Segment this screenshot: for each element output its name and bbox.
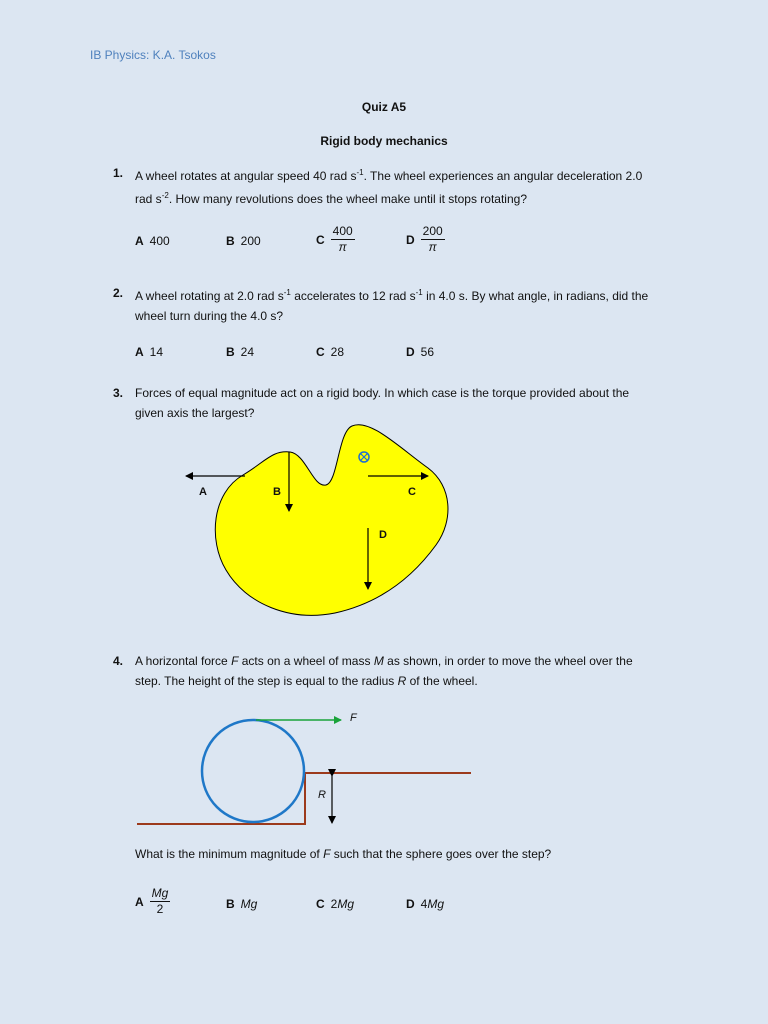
q3-line2: given axis the largest? bbox=[135, 406, 255, 420]
q4-option-a bbox=[135, 886, 170, 917]
q3-number: 3. bbox=[112, 386, 123, 400]
q1-option-d-num: 200 bbox=[422, 224, 443, 238]
q4-question-a: What is the minimum magnitude of bbox=[135, 847, 324, 861]
q4-question-b: such that the sphere goes over the step? bbox=[330, 847, 552, 861]
q2-line1-sup1: -1 bbox=[283, 288, 291, 297]
q1-option-d-letter: D bbox=[406, 232, 415, 247]
q1-number: 1. bbox=[112, 166, 123, 180]
q2-option-c-value: 28 bbox=[330, 345, 345, 359]
q4-option-c-value: Mg bbox=[337, 897, 355, 911]
q4-line1-c: as shown, in order to move the wheel over the bbox=[383, 654, 633, 668]
q2-number: 2. bbox=[112, 286, 123, 300]
q4-option-b-value: Mg bbox=[240, 897, 258, 911]
q2-line1-a: A wheel rotating at 2.0 rad s bbox=[135, 289, 284, 303]
q1-option-c-letter: C bbox=[316, 232, 325, 247]
q2-line1-sup2: -1 bbox=[415, 288, 423, 297]
q4-option-d-letter: D bbox=[406, 897, 415, 911]
q1-option-d-den: π bbox=[428, 240, 437, 254]
q2-option-a-letter: A bbox=[135, 345, 144, 359]
q4-line1-b: acts on a wheel of mass bbox=[238, 654, 374, 668]
radius-r-label: R bbox=[318, 789, 326, 801]
q1-line2-sup: -2 bbox=[161, 191, 169, 200]
q2-option-b-letter: B bbox=[226, 345, 235, 359]
q4-option-a-den: 2 bbox=[156, 902, 164, 916]
q4-line1 bbox=[135, 651, 675, 671]
q4-option-a-letter: A bbox=[135, 894, 144, 909]
q1-option-b-letter: B bbox=[226, 234, 235, 248]
q4-option-a-fraction bbox=[150, 886, 171, 917]
q4-option-c-letter: C bbox=[316, 897, 325, 911]
wheel bbox=[202, 720, 304, 822]
q4-option-d bbox=[406, 897, 444, 911]
q1-option-c-den: π bbox=[338, 240, 347, 254]
q4-line2 bbox=[135, 671, 675, 691]
quiz-title: Quiz A5 bbox=[361, 100, 407, 114]
q1-option-a-value: 400 bbox=[149, 234, 170, 248]
q2-option-b-value: 24 bbox=[240, 345, 255, 359]
q1-line2-b: . How many revolutions does the wheel make until it stops rotating? bbox=[168, 192, 527, 206]
q1-option-b-value: 200 bbox=[240, 234, 261, 248]
q2-line1-c: in 4.0 s. By what angle, in radians, did the bbox=[422, 289, 649, 303]
q4-line2-r: R bbox=[397, 674, 407, 688]
q4-number: 4. bbox=[112, 654, 123, 668]
q4-question bbox=[135, 847, 551, 861]
label-a: A bbox=[199, 486, 207, 498]
rigid-body bbox=[215, 425, 448, 616]
q4-option-d-value: Mg bbox=[427, 897, 445, 911]
q4-option-d-prefix: 4 bbox=[420, 897, 428, 911]
q4-option-b bbox=[226, 897, 257, 911]
q1-option-a-letter: A bbox=[135, 234, 144, 248]
label-d: D bbox=[379, 529, 387, 541]
q4-line2-a: step. The height of the step is equal to the radius bbox=[135, 674, 398, 688]
q4-option-a-num: Mg bbox=[151, 886, 169, 900]
q2-option-d-letter: D bbox=[406, 345, 415, 359]
q1-line1-a: A wheel rotates at angular speed 40 rad s bbox=[135, 169, 357, 183]
q1-option-c-num: 400 bbox=[332, 224, 353, 238]
q4-line1-f: F bbox=[231, 654, 239, 668]
q4-line1-a: A horizontal force bbox=[135, 654, 232, 668]
label-c: C bbox=[408, 486, 416, 498]
q1-line2-a: rad s bbox=[135, 192, 162, 206]
q4-text bbox=[135, 651, 675, 691]
label-b: B bbox=[273, 486, 281, 498]
q1-line1-sup: -1 bbox=[356, 168, 364, 177]
q2-line1-b: accelerates to 12 rad s bbox=[290, 289, 416, 303]
q4-option-b-letter: B bbox=[226, 897, 235, 911]
q4-option-c bbox=[316, 897, 354, 911]
q4-question-f: F bbox=[323, 847, 331, 861]
q3-line1: Forces of equal magnitude act on a rigid body. In which case is the torque provided about the bbox=[135, 386, 630, 400]
q4-option-c-prefix: 2 bbox=[330, 897, 338, 911]
quiz-subtitle: Rigid body mechanics bbox=[320, 134, 448, 148]
q2-option-d-value: 56 bbox=[420, 345, 435, 359]
force-f-label: F bbox=[350, 712, 357, 724]
q2-line2: wheel turn during the 4.0 s? bbox=[135, 309, 284, 323]
q4-line2-b: of the wheel. bbox=[406, 674, 478, 688]
q1-line1-b: . The wheel experiences an angular deceleration 2.0 bbox=[363, 169, 643, 183]
header: IB Physics: K.A. Tsokos bbox=[90, 48, 216, 62]
q4-line1-m: M bbox=[373, 654, 384, 668]
q2-option-c-letter: C bbox=[316, 345, 325, 359]
q2-option-a-value: 14 bbox=[149, 345, 164, 359]
